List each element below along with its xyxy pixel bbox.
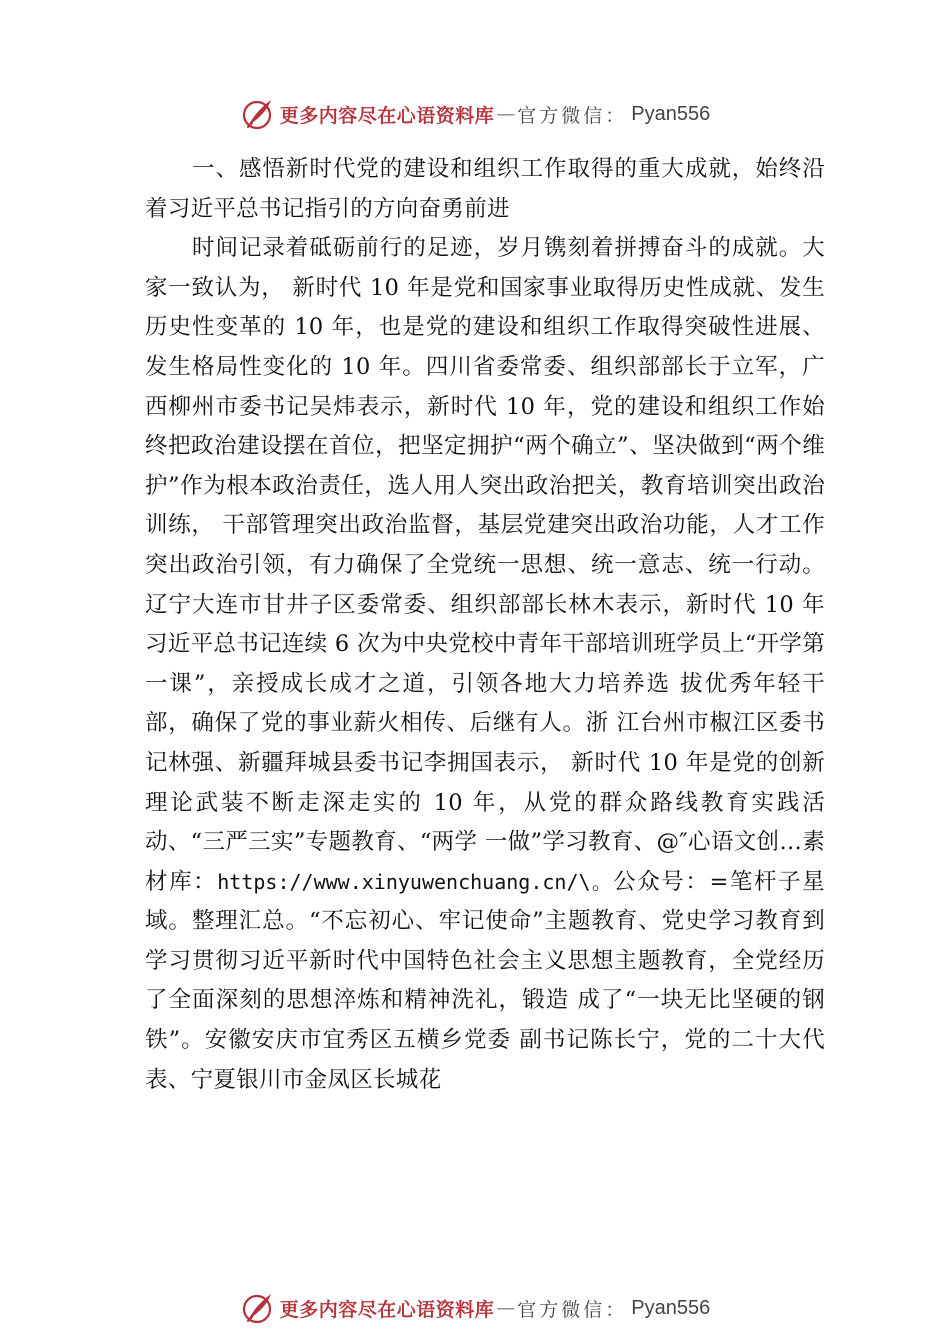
watermark-wechat-label: 官方微信： — [517, 1298, 628, 1321]
watermark-dash: — — [496, 1297, 516, 1319]
watermark-brand: 更多内容尽在心语资料库 — [279, 1298, 495, 1321]
body-paragraph — [145, 229, 825, 1100]
quill-pen-logo-icon — [240, 96, 276, 132]
paragraph-text-1: 时间记录着砥砺前行的足迹，岁月镌刻着拼搏奋斗的成就。大家一致认为， 新时代 10 年是党和国家事业取得历史性成就、发生历史性变革的 10 年，也是党的建设和组织工作取得突破性进展、发生格局性变化的 10 年。四川省委常委、组织部部长于立军，广西柳州市委书记吴炜表示，新时代 10 年，党的建设和组织工作始终把政治建设摆在首位，把坚定拥护“两个确立”、坚决做到“两个维护”作为根本政治责任，选人用人突出政治把关，教育培训突出政治训练， 干部管理突出政治监督，基层党建突出政治功能，人才工作突出政治引领，有力确保了全党统一思想、统一意志、统一行动。辽宁大连市甘井子区委常委、组织部部长林木表示，新时代 10 年习近平总书记连续 6 次为中央党校中青年干部培训班学员上“开学第一课”，亲授成长成才之道，引领各地大力培养选 拔优秀年轻干部，确保了党的事业薪火相传、后继有人。浙 江台州市椒江区委书记林强、新疆拜城县委书记李拥国表示， 新时代 10 年是党的创新理论武装不断走深走实的 10 年，从党的群众路线教育实践活动、“三严三实”专题教育、“两学 一做”学习教育、@″心语文创…素材库： — [145, 235, 825, 895]
watermark-wechat-id: Pyan556 — [631, 1296, 711, 1319]
paragraph-text-2: 公众号：=笔杆子星域。整理汇总。“不忘初心、牢记使命”主题教育、党史学习教育到学习贯彻习近平新时代中国特色社会主义思想主题教育，全党经历了全面深刻的思想淬炼和精神洗礼，锻造 成了“一块无比坚硬的钢铁”。安徽安庆市宜秀区五横乡党委 副书记陈长宁，党的二十大代表、宁夏银川市金凤区长城花 — [145, 868, 825, 1093]
source-url: https://www.xinyuwenchuang.cn/\。 — [217, 869, 614, 894]
watermark-wechat-id: Pyan556 — [631, 102, 711, 125]
section-heading: 一、感悟新时代党的建设和组织工作取得的重大成就，始终沿着习近平总书记指引的方向奋勇前进 — [145, 156, 825, 222]
watermark-dash: — — [496, 103, 516, 125]
watermark-wechat-label: 官方微信： — [517, 104, 628, 127]
document-body — [145, 150, 825, 1100]
footer-watermark — [0, 1288, 950, 1328]
quill-pen-logo-icon — [240, 1290, 276, 1326]
watermark-brand: 更多内容尽在心语资料库 — [279, 104, 495, 127]
header-watermark — [0, 94, 950, 134]
